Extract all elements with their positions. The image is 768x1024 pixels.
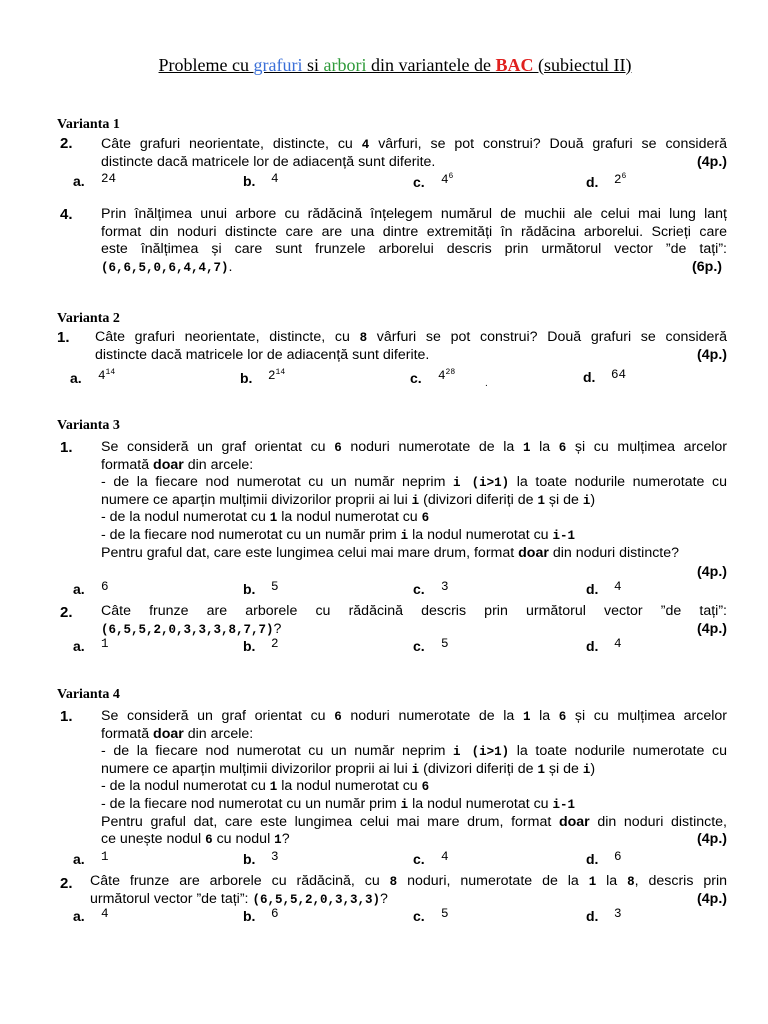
v4-q1-answer-a: a. 1 — [73, 850, 109, 867]
stray-dot: . — [485, 378, 488, 389]
v3-q2-answer-c: c. 5 — [413, 637, 449, 654]
v3-q2-answer-a: a. 1 — [73, 637, 109, 654]
v4-q2-number: 2. — [60, 875, 73, 892]
v1-q2-number: 2. — [60, 135, 73, 152]
v4-q2-answer-b: b. 6 — [243, 907, 279, 924]
v2-q1-answer-d: d. 64 — [583, 368, 627, 385]
v3-q1-answer-d: d. 4 — [586, 580, 622, 597]
title-part: din variantele de — [366, 55, 496, 75]
points: (4p.) — [697, 831, 727, 848]
variant-4-heading: Varianta 4 — [57, 687, 120, 702]
v4-q2-answer-c: c. 5 — [413, 907, 449, 924]
v4-q1-answer-c: c. 4 — [413, 850, 449, 867]
v2-q1-text: Câte grafuri neorientate, distincte, cu 8 vârfuri se pot construi? Două grafuri se consideră distincte dacă matricele lor de adiacență sunt diferite. (4p.) — [95, 329, 727, 363]
v4-q1-answer-b: b. 3 — [243, 850, 279, 867]
v4-q1-text: Se consideră un graf orientat cu 6 noduri numerotate de la 1 la 6 și cu mulțimea arcelor formată doar din arcele: - de la fiecare nod numerotat cu un număr neprim i (i>1) la toate nodurile numerotate cu numere ce aparțin mulțimii divizorilor proprii ai lui i (divizori diferiți de 1 și de i) - de la nodul numerotat cu 1 la nodul numerotat cu 6 - de la fiecare nod numerotat cu un număr prim i la nodul numerotat cu i-1 Pentru graful dat, care este lungimea celui mai mare drum, format doar din noduri distincte, ce unește nodul 6 cu nodul 1? (4p.) — [101, 708, 727, 848]
v4-q1-answer-d: d. 6 — [586, 850, 622, 867]
v3-q2-text: Câte frunze are arborele cu rădăcină descris prin următorul vector ”de tați”: (6,5,5,2,0,3,3,3,8,7,7)? (4p.) — [101, 603, 727, 637]
title-grafuri: grafuri — [253, 55, 303, 75]
v1-q2-answer-a: a. 24 — [73, 172, 117, 189]
v1-q2-answer-d: d. $2^6$ — [586, 172, 627, 191]
v4-q2-text: Câte frunze are arborele cu rădăcină, cu 8 noduri, numerotate de la 1 la 8, descris prin următorul vector ”de tați”: (6,5,5,2,0,3,3,3)? (4p.) — [90, 873, 727, 907]
points: (4p.) — [697, 620, 727, 637]
v1-q2-text: Câte grafuri neorientate, distincte, cu 4 vârfuri, se pot construi? Două grafuri se consideră distincte dacă matricele lor de adiacență sunt diferite. (4p.) — [101, 136, 727, 170]
v1-q2-answer-b: b. 4 — [243, 172, 279, 189]
title-part: (subiectul II) — [533, 55, 632, 75]
v4-q1-number: 1. — [60, 708, 73, 725]
v1-q2-answer-c: c. $4^6$ — [413, 172, 454, 191]
title-part: si — [302, 55, 324, 75]
v3-q2-number: 2. — [60, 604, 73, 621]
v3-q1-answer-b: b. 5 — [243, 580, 279, 597]
variant-2-heading: Varianta 2 — [57, 311, 120, 326]
v3-q1-answer-c: c. 3 — [413, 580, 449, 597]
title-part: Probleme cu — [158, 55, 254, 75]
v4-q2-answer-a: a. 4 — [73, 907, 109, 924]
v3-q2-answer-d: d. 4 — [586, 637, 622, 654]
title-arbori: arbori — [323, 55, 367, 75]
variant-1-heading: Varianta 1 — [57, 117, 120, 132]
v2-q1-number: 1. — [57, 329, 70, 346]
page-title — [0, 55, 768, 76]
v3-q2-answer-b: b. 2 — [243, 637, 279, 654]
variant-3-heading: Varianta 3 — [57, 418, 120, 433]
v1-q4-number: 4. — [60, 206, 73, 223]
v1-q4-text: Prin înălțimea unui arbore cu rădăcină înțelegem numărul de muchii ale celui mai lung lanț format din noduri distincte care are una dintre extremități în rădăcina arborelui. Scrieți care este înălțimea și care sunt frunzele arborelui descris prin următorul vector ”de tați”: (6,6,5,0,6,4,4,7). (6p.) — [101, 206, 727, 275]
v2-q1-answer-b: b. $2^{14}$ — [240, 368, 286, 387]
points: (4p.) — [697, 890, 727, 907]
title-bac: BAC — [495, 55, 534, 75]
v3-q1-points: (4p.) — [697, 564, 727, 580]
v3-q1-answer-a: a. 6 — [73, 580, 109, 597]
points: (6p.) — [692, 258, 722, 275]
v4-q2-answer-d: d. 3 — [586, 907, 622, 924]
v3-q1-number: 1. — [60, 439, 73, 456]
points: (4p.) — [697, 153, 727, 170]
v2-q1-answer-a: a. $4^{14}$ — [70, 368, 116, 387]
v3-q1-text: Se consideră un graf orientat cu 6 noduri numerotate de la 1 la 6 și cu mulțimea arcelor formată doar din arcele: - de la fiecare nod numerotat cu un număr neprim i (i>1) la toate nodurile numerotate cu numere ce aparțin mulțimii divizorilor proprii ai lui i (divizori diferiți de 1 și de i) - de la nodul numerotat cu 1 la nodul numerotat cu 6 - de la fiecare nod numerotat cu un număr prim i la nodul numerotat cu i-1 Pentru graful dat, care este lungimea celui mai mare drum, format doar din noduri distincte? — [101, 439, 727, 561]
v2-q1-answer-c: c. $4^{28}$ — [410, 368, 456, 387]
points: (4p.) — [697, 346, 727, 363]
